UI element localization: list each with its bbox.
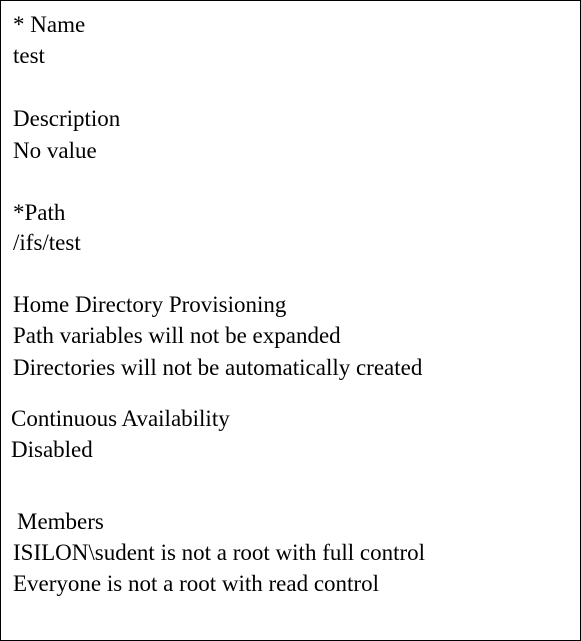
home-directory-provisioning-value: Path variables will not be expanded bbox=[13, 323, 341, 348]
path-value: /ifs/test bbox=[13, 230, 81, 255]
name-label: * Name bbox=[13, 12, 86, 37]
continuous-availability-label: Continuous Availability bbox=[11, 406, 230, 431]
member-entry: ISILON\sudent is not a root with full control bbox=[13, 540, 426, 565]
description-value: No value bbox=[13, 138, 97, 163]
name-value: test bbox=[13, 43, 45, 68]
continuous-availability-value: Disabled bbox=[11, 437, 93, 462]
home-directory-provisioning-label: Home Directory Provisioning bbox=[13, 292, 287, 317]
member-entry: Everyone is not a root with read control bbox=[13, 571, 379, 596]
path-label: *Path bbox=[13, 200, 66, 225]
members-label: Members bbox=[17, 509, 104, 534]
home-directory-provisioning-value: Directories will not be automatically created bbox=[13, 355, 423, 380]
description-label: Description bbox=[13, 106, 121, 131]
